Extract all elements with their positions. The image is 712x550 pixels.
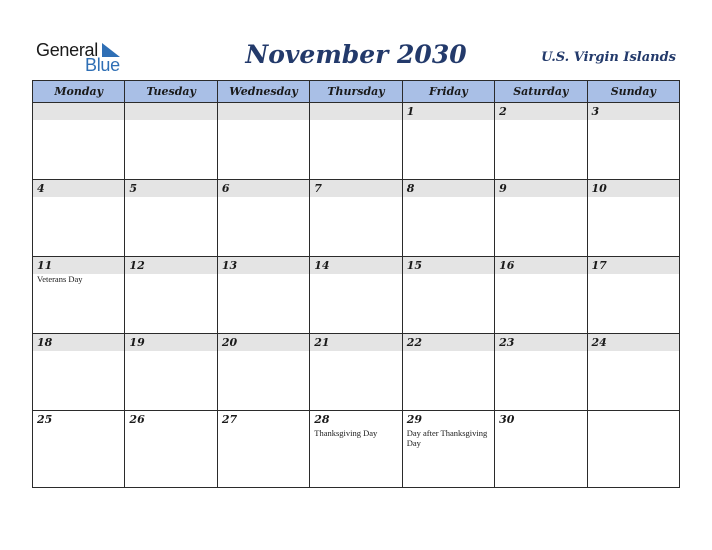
day-number xyxy=(125,103,216,120)
day-cell xyxy=(217,411,309,488)
day-cell xyxy=(217,334,309,411)
day-cell xyxy=(33,334,125,411)
day-cell xyxy=(587,257,679,334)
weekday-header: Sunday xyxy=(587,81,679,103)
weekday-header: Wednesday xyxy=(217,81,309,103)
day-number: 30 xyxy=(495,411,586,428)
day-number: 8 xyxy=(403,180,494,197)
day-cell xyxy=(217,180,309,257)
day-cell xyxy=(33,411,125,488)
holiday-label: Thanksgiving Day xyxy=(314,428,378,438)
weekday-header: Tuesday xyxy=(125,81,217,103)
day-cell xyxy=(33,103,125,180)
day-number: 13 xyxy=(218,257,309,274)
week-row xyxy=(33,411,680,488)
day-cell xyxy=(125,411,217,488)
holiday-label: Veterans Day xyxy=(37,274,83,284)
day-number: 28 xyxy=(310,411,401,428)
day-cell xyxy=(310,257,402,334)
week-row xyxy=(33,334,680,411)
day-cell xyxy=(310,103,402,180)
day-number: 4 xyxy=(33,180,124,197)
day-number: 20 xyxy=(218,334,309,351)
weekday-header: Friday xyxy=(402,81,494,103)
day-number: 11 xyxy=(33,257,124,274)
day-cell xyxy=(587,411,679,488)
day-cell xyxy=(495,411,587,488)
day-cell xyxy=(33,257,125,334)
day-cell xyxy=(125,103,217,180)
month-title: November 2030 xyxy=(245,40,467,69)
day-cell xyxy=(402,103,494,180)
day-number: 5 xyxy=(125,180,216,197)
day-cell xyxy=(402,257,494,334)
day-cell xyxy=(33,180,125,257)
day-cell xyxy=(310,411,402,488)
day-cell xyxy=(402,180,494,257)
logo-general-text: General xyxy=(36,40,98,60)
day-cell xyxy=(495,180,587,257)
day-number: 21 xyxy=(310,334,401,351)
day-number xyxy=(33,103,124,120)
day-number xyxy=(588,411,679,428)
day-number: 29 xyxy=(403,411,494,428)
day-cell xyxy=(495,257,587,334)
day-number: 23 xyxy=(495,334,586,351)
day-number: 25 xyxy=(33,411,124,428)
day-number: 17 xyxy=(588,257,679,274)
calendar-grid xyxy=(32,80,680,488)
day-number xyxy=(310,103,401,120)
day-cell xyxy=(125,257,217,334)
day-cell xyxy=(217,257,309,334)
day-number: 7 xyxy=(310,180,401,197)
day-number: 22 xyxy=(403,334,494,351)
day-number: 16 xyxy=(495,257,586,274)
day-cell xyxy=(402,334,494,411)
week-row xyxy=(33,257,680,334)
weekday-header: Saturday xyxy=(495,81,587,103)
weekday-header: Monday xyxy=(33,81,125,103)
day-number: 6 xyxy=(218,180,309,197)
day-cell xyxy=(587,103,679,180)
day-number: 18 xyxy=(33,334,124,351)
week-row xyxy=(33,103,680,180)
day-cell xyxy=(587,334,679,411)
day-cell xyxy=(125,180,217,257)
day-number xyxy=(218,103,309,120)
day-cell xyxy=(495,334,587,411)
day-cell xyxy=(125,334,217,411)
region-name: U.S. Virgin Islands xyxy=(541,50,676,65)
weekday-header-row xyxy=(33,81,680,103)
day-cell xyxy=(310,180,402,257)
day-number: 3 xyxy=(588,103,679,120)
day-number: 2 xyxy=(495,103,586,120)
day-number: 24 xyxy=(588,334,679,351)
day-cell xyxy=(217,103,309,180)
day-number: 26 xyxy=(125,411,216,428)
logo-blue-text: Blue xyxy=(85,55,120,75)
week-row xyxy=(33,180,680,257)
day-number: 1 xyxy=(403,103,494,120)
day-number: 19 xyxy=(125,334,216,351)
day-number: 9 xyxy=(495,180,586,197)
weekday-header: Thursday xyxy=(310,81,402,103)
day-cell xyxy=(402,411,494,488)
day-number: 14 xyxy=(310,257,401,274)
day-cell xyxy=(310,334,402,411)
day-number: 10 xyxy=(588,180,679,197)
day-cell xyxy=(587,180,679,257)
day-cell xyxy=(495,103,587,180)
holiday-label: Day after Thanksgiving Day xyxy=(406,428,488,448)
day-number: 27 xyxy=(218,411,309,428)
day-number: 15 xyxy=(403,257,494,274)
day-number: 12 xyxy=(125,257,216,274)
